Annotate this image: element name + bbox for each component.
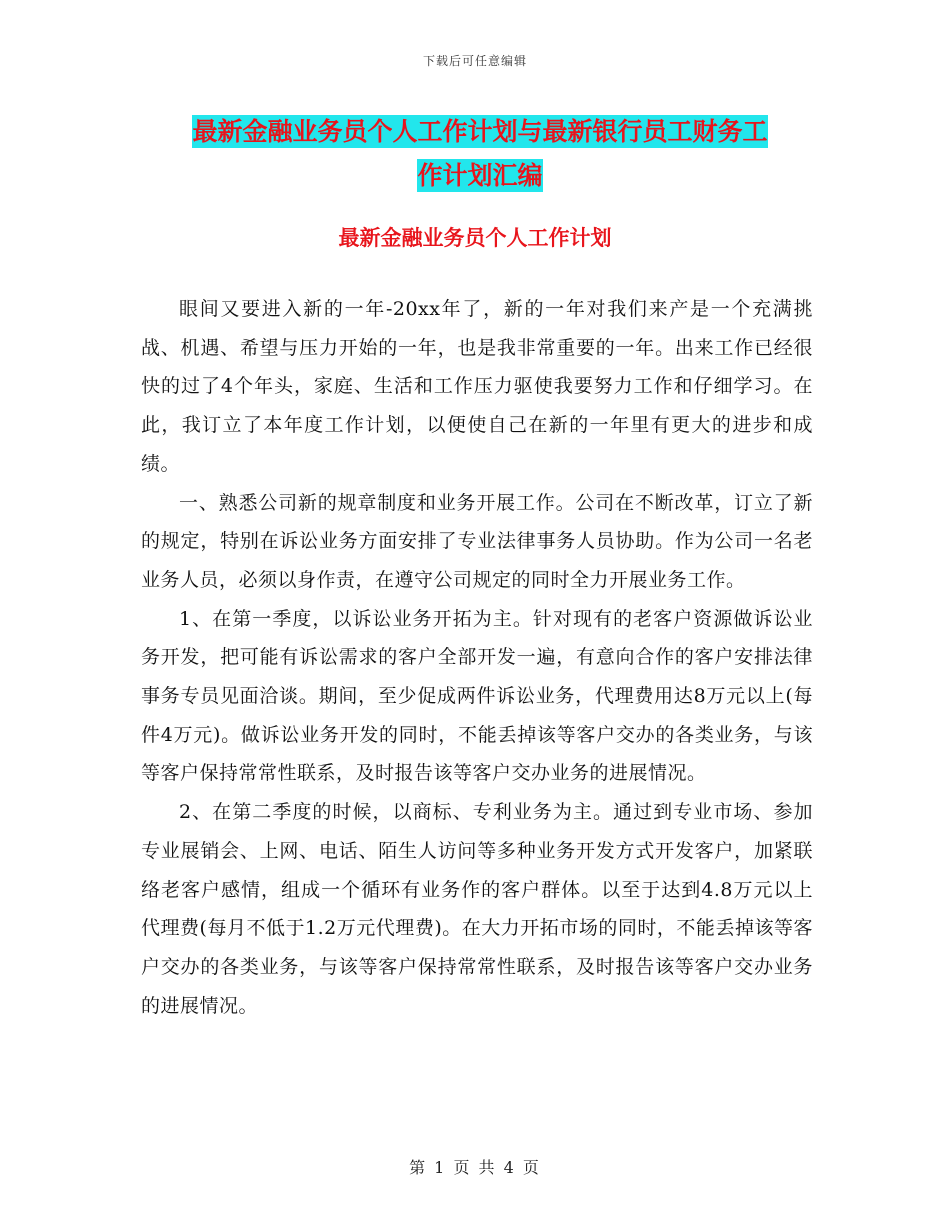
- section-title: 最新金融业务员个人工作计划: [338, 225, 612, 250]
- title-line-1: 最新金融业务员个人工作计划与最新银行员工财务工: [192, 117, 768, 146]
- page-number-footer: 第 1 页 共 4 页: [409, 1158, 541, 1177]
- body-text: [141, 290, 813, 1025]
- title-line-2: 作计划汇编: [417, 161, 543, 190]
- paragraph-intro: 眼间又要进入新的一年-20xx年了，新的一年对我们来产是一个充满挑战、机遇、希望与压力开始的一年，也是我非常重要的一年。出来工作已经很快的过了4个年头，家庭、生活和工作压力驱使我要努力工作和仔细学习。在此，我订立了本年度工作计划，以便使自己在新的一年里有更大的进步和成绩。: [141, 298, 813, 475]
- paragraph-section-one: 一、熟悉公司新的规章制度和业务开展工作。公司在不断改革，订立了新的规定，特别在诉讼业务方面安排了专业法律事务人员协助。作为公司一名老业务人员，必须以身作责，在遵守公司规定的同时全力开展业务工作。: [141, 491, 813, 591]
- document-title: [140, 110, 820, 198]
- header-note: 下载后可任意编辑: [422, 54, 527, 68]
- paragraph-q2: 2、在第二季度的时候，以商标、专利业务为主。通过到专业市场、参加专业展销会、上网、电话、陌生人访问等多种业务开发方式开发客户，加紧联络老客户感情，组成一个循环有业务作的客户群体。以至于达到4.8万元以上代理费(每月不低于1.2万元代理费)。在大力开拓市场的同时，不能丢掉该等客户交办的各类业务，与该等客户保持常常性联系，及时报告该等客户交办业务的进展情况。: [141, 801, 813, 1017]
- paragraph-q1: 1、在第一季度，以诉讼业务开拓为主。针对现有的老客户资源做诉讼业务开发，把可能有诉讼需求的客户全部开发一遍，有意向合作的客户安排法律事务专员见面洽谈。期间，至少促成两件诉讼业务，代理费用达8万元以上(每件4万元)。做诉讼业务开发的同时，不能丢掉该等客户交办的各类业务，与该等客户保持常常性联系，及时报告该等客户交办业务的进展情况。: [141, 607, 813, 785]
